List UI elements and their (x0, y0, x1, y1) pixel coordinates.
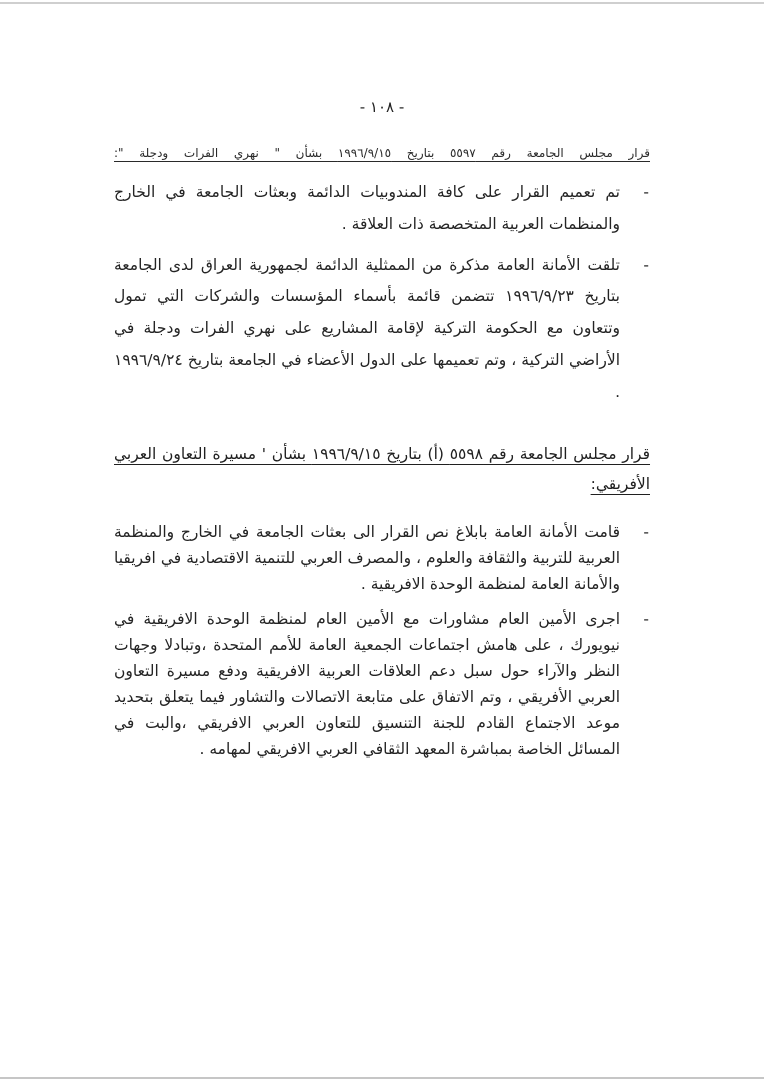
page-number: - ١٠٨ - (359, 98, 405, 116)
bullet-item (114, 606, 650, 762)
bullet-item (114, 519, 650, 597)
header-note: قرار مجلس الجامعة رقم ٥٥٩٧ بتاريخ ١٩٩٦/٩/١٥ بشأن " نهري الفرات ودجلة ": (114, 146, 650, 160)
bullet-text: تم تعميم القرار على كافة المندوبيات الدائمة وبعثات الجامعة في الخارج والمنظمات العربية المتخصصة ذات العلاقة . (114, 183, 620, 233)
bullet-dash: - (643, 255, 649, 274)
section-2-bullets (114, 519, 650, 762)
section-1-bullets (114, 177, 650, 408)
bullet-dash: - (643, 183, 649, 202)
scan-edge-bottom (0, 1077, 764, 1079)
bullet-text: قامت الأمانة العامة بابلاغ نص القرار الى بعثات الجامعة في الخارج والمنظمة العربية للتربية والثقافة والعلوم ، والمصرف العربي للتنمية الاقتصادية في افريقيا والأمانة العامة لمنظمة الوحدة الافريقية . (114, 522, 620, 594)
bullet-text: اجرى الأمين العام مشاورات مع الأمين العام لمنظمة الوحدة الافريقية في نيويورك ، على هامش اجتماعات الجمعية العامة للأمم المتحدة ،وتبادلا وجهات النظر والآراء حول سبل دعم العلاقات العربية الافريقية ودفع مسيرة التعاون العربي الأفريقي ، وتم الاتفاق على متابعة الاتصالات والتشاور فيما يتعلق بتحديد موعد الاجتماع القادم للجنة التنسيق للتعاون العربي الافريقي ،والبت في المسائل الخاصة بمباشرة المعهد الثقافي العربي الافريقي لمهامه . (114, 610, 620, 759)
bullet-dash: - (643, 522, 649, 541)
bullet-dash: - (643, 610, 649, 629)
section-heading: قرار مجلس الجامعة رقم ٥٥٩٨ (أ) بتاريخ ١٩٩٦/٩/١٥ بشأن ' مسيرة التعاون العربي الأفريقي: (114, 444, 651, 493)
scan-edge-top (0, 2, 764, 4)
bullet-text: تلقت الأمانة العامة مذكرة من الممثلية الدائمة لجمهورية العراق لدى الجامعة بتاريخ ١٩٩٦/٩/٢٣ تتضمن قائمة بأسماء المؤسسات والشركات التي تمول وتتعاون مع الحكومة التركية لإقامة المشاريع على نهري الفرات ودجلة في الأراضي التركية ، وتم تعميمها على الدول الأعضاء في الجامعة بتاريخ ١٩٩٦/٩/٢٤ . (114, 255, 620, 401)
bullet-item (114, 250, 650, 409)
bullet-item (114, 177, 650, 241)
